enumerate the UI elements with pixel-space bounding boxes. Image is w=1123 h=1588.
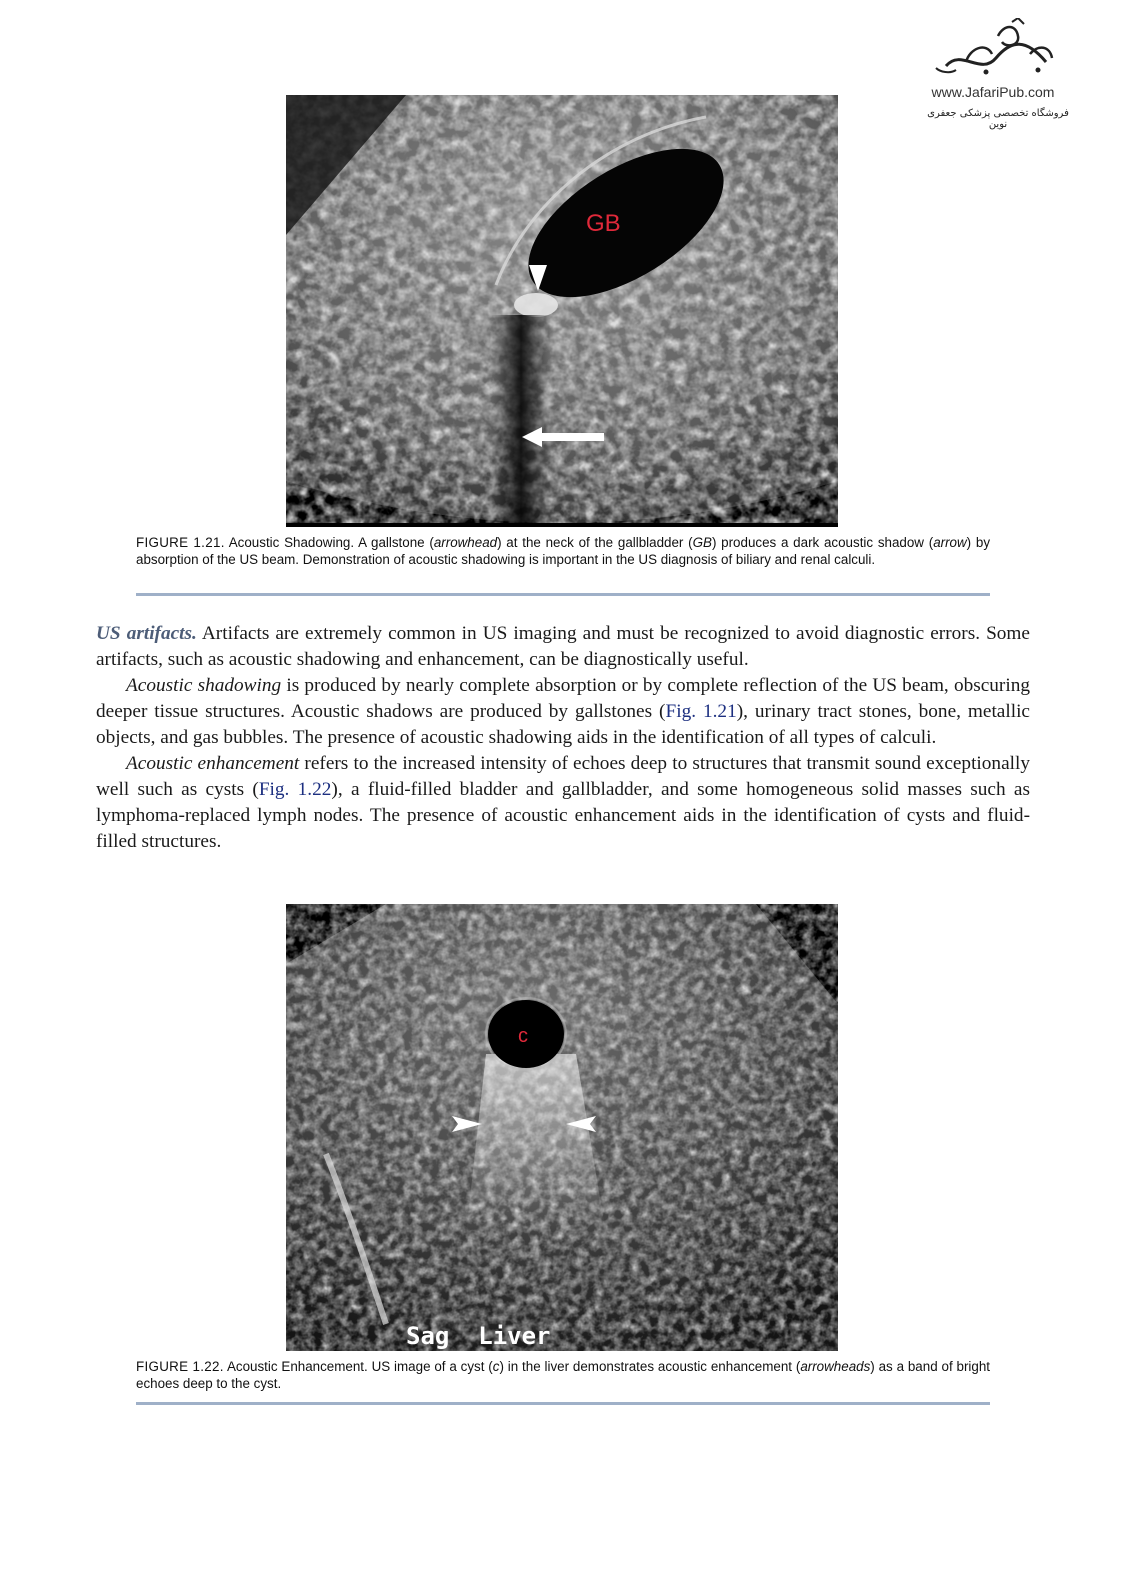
- figure-reference-link[interactable]: Fig. 1.22: [258, 779, 332, 800]
- cyst-label: c: [518, 1025, 528, 1047]
- figure-number: FIGURE 1.21.: [136, 535, 225, 550]
- figure-number: FIGURE 1.22.: [136, 1359, 224, 1374]
- paragraph-us-artifacts: US artifacts. Artifacts are extremely common in US imaging and must be recognized to avoid diagnostic errors. Some artifacts, such as acoustic shadowing and enhancement, can be diagnostically useful.: [96, 623, 1030, 670]
- figure-1-21-ultrasound-image: [286, 95, 838, 527]
- logo-store-name: فروشگاه تخصصی پزشکی جعفری نوین: [927, 108, 1069, 130]
- figure-1-22-ultrasound-image: [286, 904, 838, 1351]
- scan-plane-label: Sag Liver: [406, 1322, 551, 1350]
- figure-1-21-caption: FIGURE 1.21. Acoustic Shadowing. A gallstone (arrowhead) at the neck of the gallbladder (GB) produces a dark acoustic shadow (arrow) by absorption of the US beam. Demonstration of acoustic shadowing is important in the US diagnosis of biliary and renal calculi.: [136, 535, 991, 567]
- calligraphy-logo-icon: [926, 18, 1066, 82]
- caption-divider: [136, 593, 990, 596]
- logo-url: www.JafariPub.com: [931, 84, 1055, 100]
- section-run-in-heading: US artifacts.: [96, 623, 197, 644]
- paragraph-acoustic-enhancement: Acoustic enhancement refers to the increased intensity of echoes deep to structures that transmit sound exceptionally well such as cysts (Fig. 1.22), a fluid-filled bladder and gallbladder, and some homogeneous solid masses such as lymphoma-replaced lymph nodes. The presence of acoustic enhancement aids in the identification of cysts and fluid-filled structures.: [96, 753, 1030, 852]
- gallbladder-label: GB: [586, 210, 621, 237]
- body-text: [96, 621, 1030, 855]
- caption-divider: [136, 1402, 990, 1405]
- figure-title: Acoustic Enhancement.: [226, 1359, 368, 1374]
- paragraph-acoustic-shadowing: Acoustic shadowing is produced by nearly complete absorption or by complete reflection of the US beam, obscuring deeper tissue structures. Acoustic shadows are produced by gallstones (Fig. 1.21), urinary tract stones, bone, metallic objects, and gas bubbles. The presence of acoustic shadowing aids in the identification of all types of calculi.: [96, 675, 1030, 748]
- figure-title: Acoustic Shadowing.: [228, 535, 355, 550]
- publisher-logo: [918, 18, 1078, 128]
- figure-1-22-caption: FIGURE 1.22. Acoustic Enhancement. US image of a cyst (c) in the liver demonstrates acoustic enhancement (arrowheads) as a band of bright echoes deep to the cyst.: [136, 1359, 991, 1391]
- figure-reference-link[interactable]: Fig. 1.21: [665, 701, 737, 722]
